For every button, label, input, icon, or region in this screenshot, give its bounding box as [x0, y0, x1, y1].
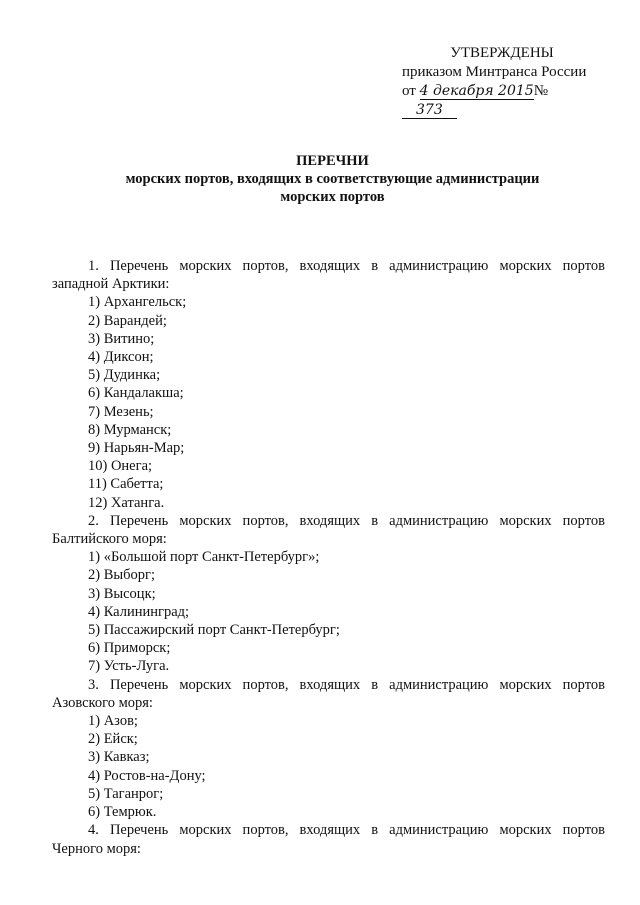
- section-1: [52, 257, 605, 512]
- section-heading-line2: Черного моря:: [52, 840, 141, 857]
- list-item: 5) Пассажирский порт Санкт-Петербург;: [88, 622, 340, 639]
- list-item: 6) Приморск;: [88, 640, 171, 657]
- list-item: 4) Ростов-на-Дону;: [88, 767, 206, 784]
- approval-order-line: приказом Минтранса России: [402, 64, 587, 80]
- list-item: 8) Мурманск;: [88, 421, 172, 438]
- list-item: 1) Азов;: [88, 713, 138, 730]
- section-heading-line2: западной Арктики:: [52, 276, 170, 293]
- list-item: 2) Ейск;: [88, 731, 138, 748]
- section-4: [52, 821, 605, 857]
- list-item: 5) Дудинка;: [88, 367, 161, 384]
- list-item: 9) Нарьян-Мар;: [88, 440, 185, 457]
- list-item: 12) Хатанга.: [88, 494, 165, 511]
- list-item: 3) Высоцк;: [88, 585, 156, 602]
- number-sign: №: [533, 83, 548, 99]
- list-item: 1) Архангельск;: [88, 294, 187, 311]
- list-item: 3) Витино;: [88, 330, 155, 347]
- section-heading-line1: 4. Перечень морских портов, входящих в администрацию морских портов: [88, 822, 605, 839]
- list-item: 1) «Большой порт Санкт-Петербург»;: [88, 549, 320, 566]
- approval-block: [402, 44, 602, 120]
- list-item: 10) Онега;: [88, 458, 153, 475]
- handwritten-date: 4 декабря 2015: [419, 83, 534, 99]
- approval-title: УТВЕРЖДЕНЫ: [450, 45, 554, 61]
- document-subtitle-1: морских портов, входящих в соответствующие администрации: [125, 171, 540, 187]
- list-item: 3) Кавказ;: [88, 749, 150, 766]
- list-item: 11) Сабетта;: [88, 476, 164, 493]
- section-heading-line1: 3. Перечень морских портов, входящих в администрацию морских портов: [88, 676, 605, 693]
- section-heading-line2: Балтийского моря:: [52, 531, 167, 548]
- list-item: 2) Выборг;: [88, 567, 155, 584]
- list-item: 4) Калининград;: [88, 603, 190, 620]
- section-heading: [52, 257, 605, 293]
- section-heading: [52, 821, 605, 857]
- section-heading-line1: 1. Перечень морских портов, входящих в администрацию морских портов: [88, 258, 605, 274]
- list-item: 4) Диксон;: [88, 349, 154, 366]
- section-3: [52, 676, 605, 822]
- list-item: 2) Варандей;: [88, 312, 167, 329]
- list-item: 5) Таганрог;: [88, 785, 164, 802]
- document-body: [52, 257, 605, 858]
- section-heading-line2: Азовского моря:: [52, 694, 153, 711]
- document-heading: [60, 152, 605, 206]
- document-title: ПЕРЕЧНИ: [296, 153, 369, 169]
- list-item: 6) Кандалакша;: [88, 385, 184, 402]
- document-subtitle-2: морских портов: [280, 189, 385, 205]
- section-heading-line1: 2. Перечень морских портов, входящих в администрацию морских портов: [88, 512, 605, 529]
- date-prefix: от: [402, 83, 416, 99]
- section-2: [52, 512, 605, 676]
- list-item: 6) Темрюк.: [88, 804, 157, 821]
- section-heading: [52, 676, 605, 712]
- approval-date-line: [402, 82, 602, 120]
- list-item: 7) Усть-Луга.: [88, 658, 170, 675]
- handwritten-number: 373: [402, 103, 457, 119]
- list-item: 7) Мезень;: [88, 403, 154, 420]
- section-heading: [52, 512, 605, 548]
